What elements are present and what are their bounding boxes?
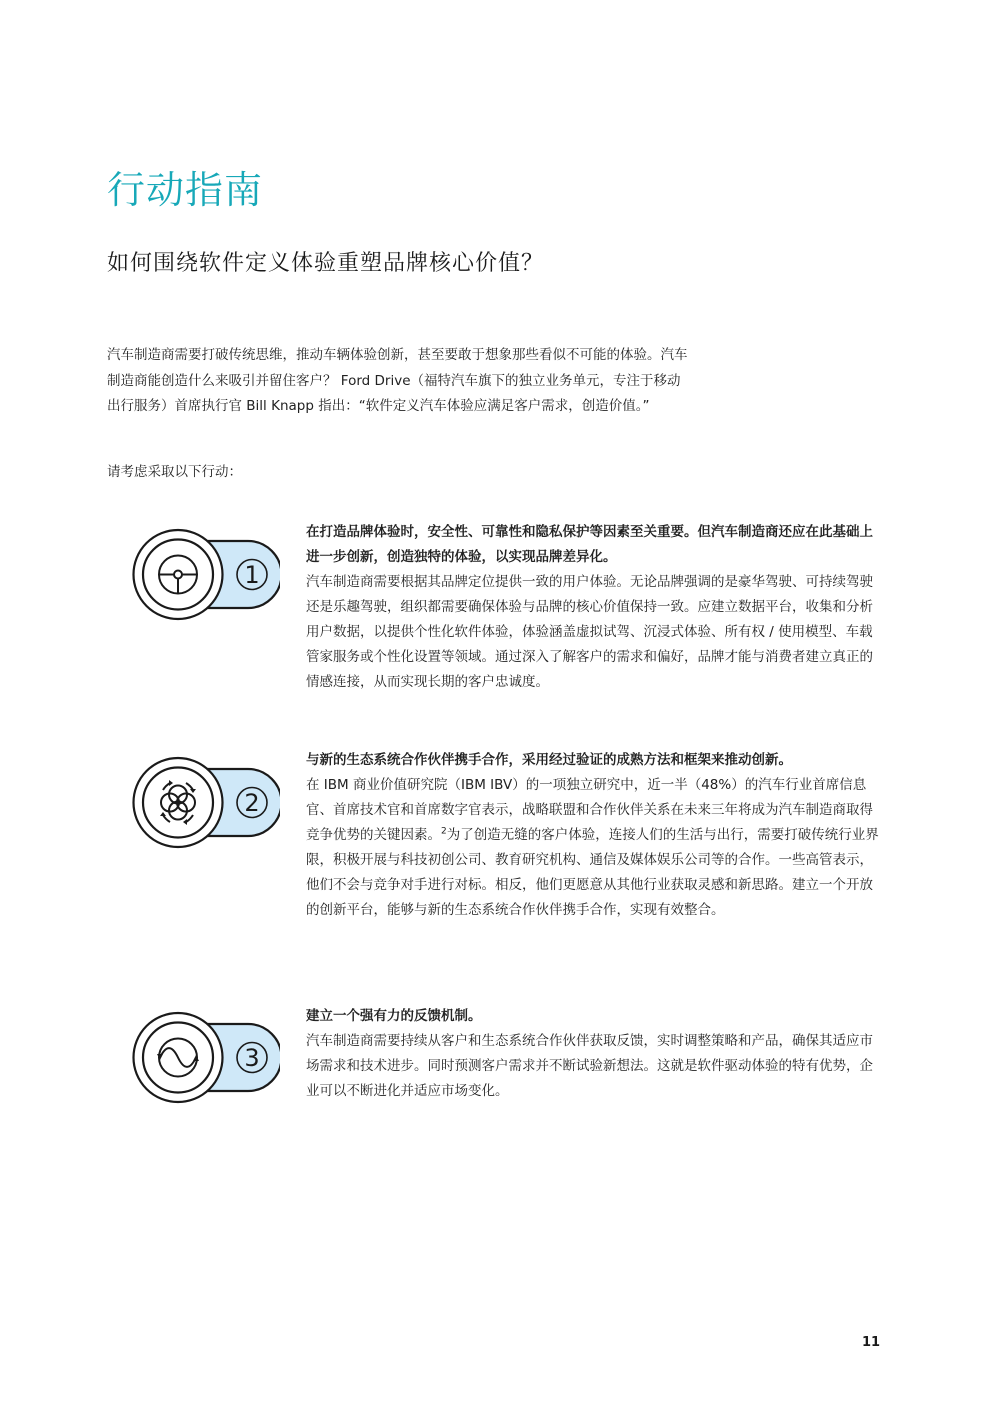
action-number-badge: 2 [244, 789, 260, 817]
steering-wheel-icon [130, 527, 280, 622]
consider-line: 请考虑采取以下行动： [107, 464, 242, 480]
page-title: 行动指南 [107, 168, 264, 212]
action-body-part2: 为了创造无缝的客户体验，连接人们的生活与出行，需要打破传统行业界限，积极开展与科技初创公司、教育研究机构、通信及媒体娱乐公司等的合作。一些高管表示，他们不会与竞争对手进行对标。相反，他们更愿意从其他行业获取灵感和新思路。建立一个开放的创新平台，能够与新的生态系统合作伙伴携手合作，实现有效整合。 [306, 827, 879, 918]
action-number-badge: 1 [244, 561, 260, 589]
action-section-3 [306, 1004, 886, 1104]
action-section-2 [306, 748, 886, 923]
intro-text: 汽车制造商需要打破传统思维，推动车辆体验创新，甚至要敢于想象那些看似不可能的体验。汽车制造商能创造什么来吸引并留住客户？ Ford Drive（福特汽车旗下的独立业务单元，专注于移动出行服务）首席执行官 Bill Knapp 指出：“软件定义汽车体验应满足客户需求，创造价值。” [107, 347, 688, 414]
action-body [306, 773, 886, 923]
action-body: 汽车制造商需要持续从客户和生态系统合作伙伴获取反馈，实时调整策略和产品，确保其适应市场需求和技术进步。同时预测客户需求并不断试验新想法。这就是软件驱动体验的特有优势，企业可以不断进化并适应市场变化。 [306, 1033, 873, 1099]
action-heading: 在打造品牌体验时，安全性、可靠性和隐私保护等因素至关重要。但汽车制造商还应在此基础上进一步创新，创造独特的体验，以实现品牌差异化。 [306, 524, 873, 565]
action-section-1 [306, 520, 886, 695]
action-heading: 与新的生态系统合作伙伴携手合作，采用经过验证的成熟方法和框架来推动创新。 [306, 752, 792, 768]
feedback-loop-icon [130, 1010, 280, 1105]
page-number: 11 [862, 1335, 881, 1350]
ecosystem-icon [130, 755, 280, 850]
action-heading: 建立一个强有力的反馈机制。 [306, 1008, 482, 1024]
footnote-marker: 2 [441, 826, 447, 837]
action-body: 汽车制造商需要根据其品牌定位提供一致的用户体验。无论品牌强调的是豪华驾驶、可持续驾驶还是乐趣驾驶，组织都需要确保体验与品牌的核心价值保持一致。应建立数据平台，收集和分析用户数据，以提供个性化软件体验，体验涵盖虚拟试驾、沉浸式体验、所有权 / 使用模型、车载管家服务或个性化设置等领域。通过深入了解客户的需求和偏好，品牌才能与消费者建立真正的情感连接，从而实现长期的客户忠诚度。 [306, 574, 873, 690]
action-number-badge: 3 [244, 1044, 260, 1072]
action-body-part1: 在 IBM 商业价值研究院（IBM IBV）的一项独立研究中，近一半（48%）的汽车行业首席信息官、首席技术官和首席数字官表示，战略联盟和合作伙伴关系在未来三年将成为汽车制造商取得竞争优势的关键因素。 [306, 777, 873, 843]
intro-paragraph [107, 343, 692, 420]
page-subtitle: 如何围绕软件定义体验重塑品牌核心价值？ [107, 251, 545, 276]
